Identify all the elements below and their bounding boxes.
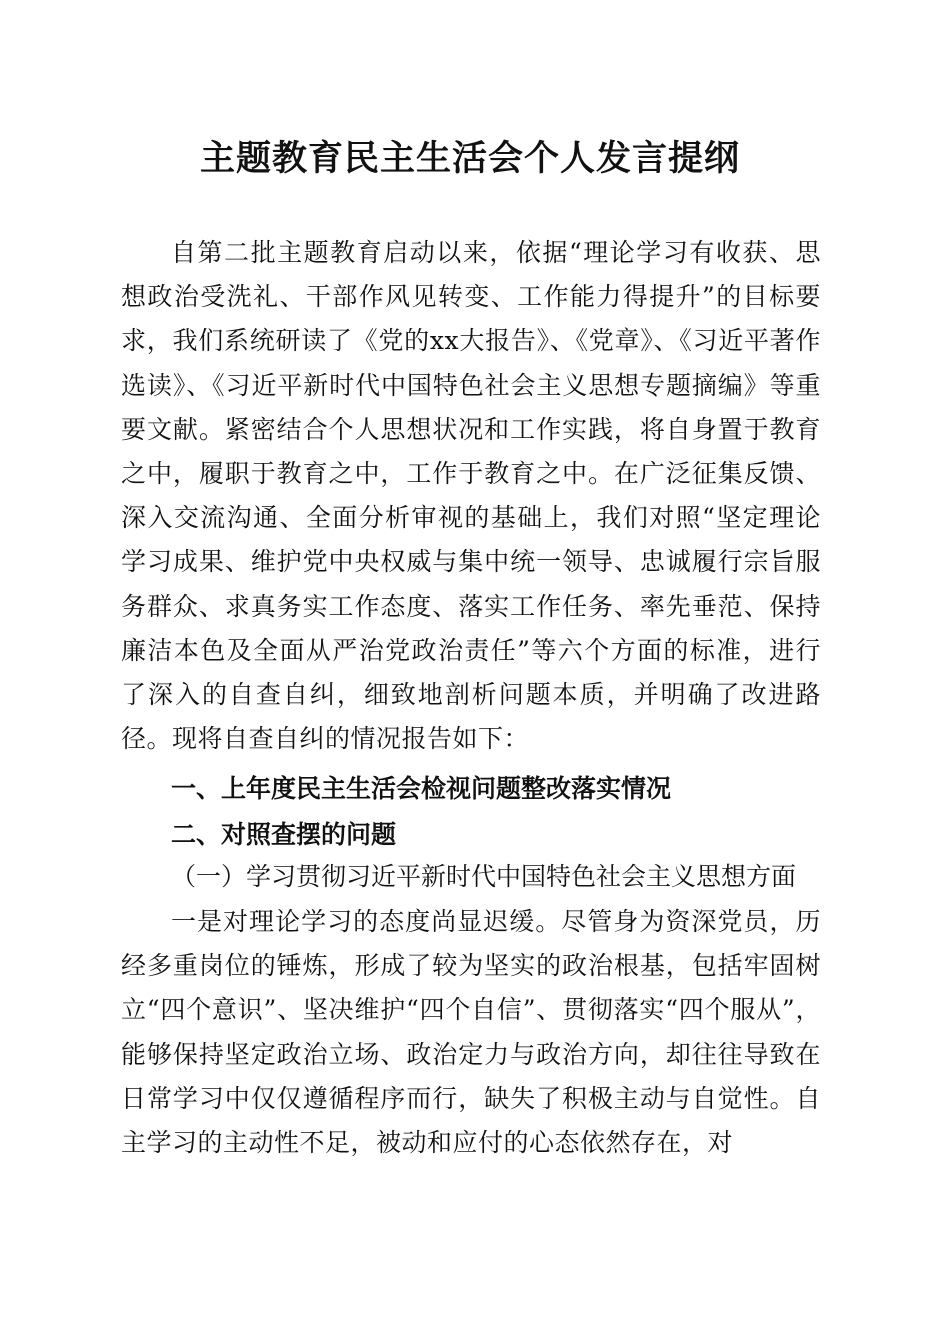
section-heading-2: 二、对照查摆的问题 (171, 820, 397, 849)
intro-paragraph: 自第二批主题教育启动以来，依据“理论学习有收获、思想政治受洗礼、干部作风见转变、工作能力得提升”的目标要求，我们系统研读了《党的xx大报告》、《党章》、《习近平著作选读》、《习近平新时代中国特色社会主义思想专题摘编》等重要文献。紧密结合个人思想状况和工作实践，将自身置于教育之中，履职于教育之中，工作于教育之中。在广泛征集反馈、深入交流沟通、全面分析审视的基础上，我们对照“坚定理论学习成果、维护党中央权威与集中统一领导、忠诚履行宗旨服务群众、求真务实工作态度、落实工作任务、率先垂范、保持廉洁本色及全面从严治党政治责任”等六个方面的标准，进行了深入的自查自纠，细致地剖析问题本质，并明确了改进路径。现将自查自纠的情况报告如下： (121, 238, 821, 754)
paragraph-lead-sentence: 一是对理论学习的态度尚显迟缓。 (171, 907, 562, 936)
paragraph-body-text: 尽管身为资深党员，历经多重岗位的锤炼，形成了较为坚实的政治根基，包括牢固树立“四个意识”、坚决维护“四个自信”、贯彻落实“四个服从”，能够保持坚定政治立场、政治定力与政治方向，却往往导致在日常学习中仅仅遵循程序而行，缺失了积极主动与自觉性。自主学习的主动性不足，被动和应付的心态依然存在，对 (121, 907, 821, 1158)
document-title: 主题教育民主生活会个人发言提纲 (199, 138, 740, 179)
section-heading-1: 一、上年度民主生活会检视问题整改落实情况 (171, 774, 672, 803)
body-paragraph-1 (121, 900, 821, 1165)
subsection-heading-1: （一）学习贯彻习近平新时代中国特色社会主义思想方面 (171, 862, 797, 891)
